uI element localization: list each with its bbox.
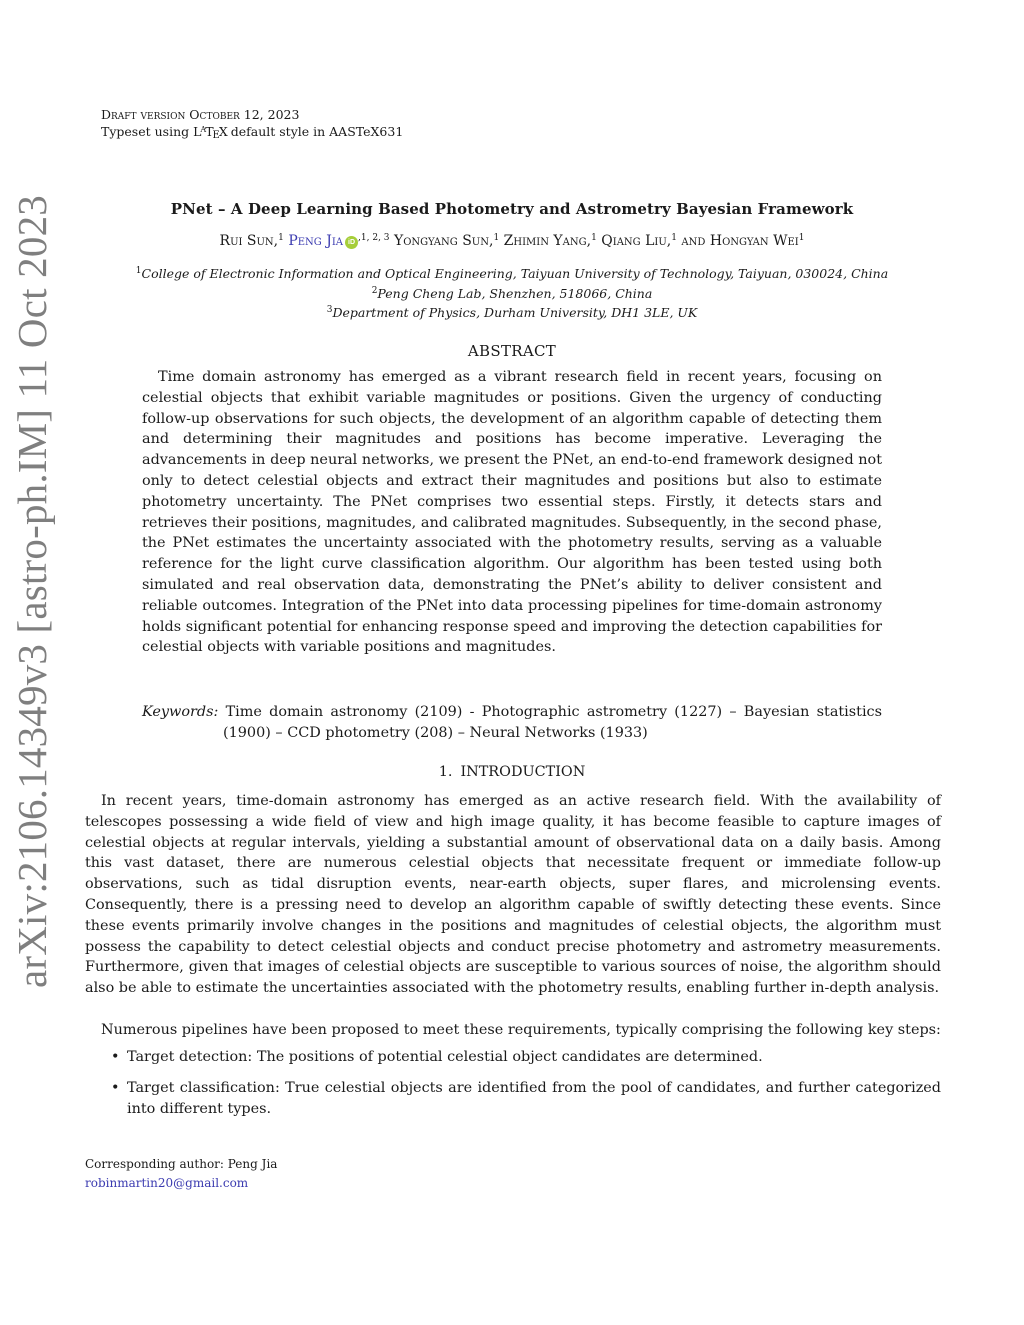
list-item: • Target classification: True celestial objects are identified from the pool of candidates, and further categorized into different types. [111,1079,941,1117]
author-yongyang-sun: Yongyang Sun,$^1$ [393,233,500,249]
author-hongyan-wei: and Hongyan Wei$^1$ [681,233,805,249]
author-peng-jia[interactable]: Peng Jia iD $^{,1, 2, 3}$ [288,233,390,249]
bullet-icon: • [111,1079,120,1096]
keywords-label: Keywords: [142,704,219,720]
author-link-peng-jia[interactable]: Peng Jia [288,233,344,249]
list-item: • Target detection: The positions of potential celestial object candidates are determined. [85,1047,941,1068]
author-list [0,233,1024,249]
affiliation-2: $^2$Peng Cheng Lab, Shenzhen, 518066, China [371,285,653,301]
intro-bullet-list [85,1047,941,1129]
intro-paragraph-2: Numerous pipelines have been proposed to meet these requirements, typically comprising the following key steps: [101,1022,941,1038]
latex-logo: $L^AT_EX$ [193,124,227,141]
email-link[interactable]: robinmartin20@gmail.com [85,1176,249,1190]
keywords-text: Time domain astronomy (2109) - Photographic astrometry (1227) – Bayesian statistics (1900) – CCD photometry (208) – Neural Networks (1933) [223,704,882,741]
affiliations [0,264,1024,323]
section-title: INTRODUCTION [460,764,586,780]
typeset-suffix: default style in AASTeX631 [226,124,404,139]
draft-header [101,107,403,140]
section-number: 1. [438,764,453,780]
abstract-heading: ABSTRACT [467,342,557,360]
author-zhimin-yang: Zhimin Yang,$^1$ [503,233,597,249]
corresponding-author: Corresponding author: Peng Jia [85,1157,278,1171]
footnote [85,1155,277,1193]
keywords [142,702,882,744]
author-qiang-liu: Qiang Liu,$^1$ [601,233,677,249]
affiliation-1: $^1$College of Electronic Information and Optical Engineering, Taiyuan University of Technology, Taiyuan, 030024, China [135,266,889,281]
bullet-icon: • [111,1049,120,1065]
typeset-line [101,124,403,140]
orcid-icon[interactable]: iD [345,236,358,249]
paper-title: PNet – A Deep Learning Based Photometry and Astrometry Bayesian Framework [170,200,854,218]
typeset-prefix: Typeset using [101,124,194,139]
arxiv-stamp: arXiv:2106.14349v3 [astro-ph.IM] 11 Oct 2023 [9,195,55,988]
section-heading-introduction [0,764,1024,780]
intro-paragraph-1: In recent years, time-domain astronomy has emerged as an active research field. With the availability of telescopes possessing a wide field of view and high image quality, it has become feasible to capture images of celestial objects at regular intervals, yielding a substantial amount of observational data on a daily basis. Among this vast dataset, there are numerous celestial objects that necessitate frequent or immediate follow-up observations, such as tidal disruption events, near-earth objects, super flares, and microlensing events. Consequently, there is a pressing need to develop an algorithm capable of swiftly detecting these events. Since these events primarily involve changes in the positions and magnitudes of celestial objects, the algorithm must possess the capability to detect celestial objects and conduct precise photometry and astrometry measurements. Furthermore, given that images of celestial objects are susceptible to various sources of noise, the algorithm should also be able to estimate the uncertainties associated with the photometry results, enabling further in-depth analysis. [85,793,941,997]
abstract-text: Time domain astronomy has emerged as a vibrant research field in recent years, focusing on celestial objects that exhibit variable magnitudes or positions. Given the urgency of conducting follow-up observations for such objects, the development of an algorithm capable of detecting them and determining their magnitudes and positions has become imperative. Leveraging the advancements in deep neural networks, we present the PNet, an end-to-end framework designed not only to detect celestial objects and extract their magnitudes and positions but also to estimate photometry uncertainty. The PNet comprises two essential steps. Firstly, it detects stars and retrieves their positions, magnitudes, and calibrated magnitudes. Subsequently, in the second phase, the PNet estimates the uncertainty associated with the photometry results, serving as a valuable reference for the light curve classification algorithm. Our algorithm has been tested using both simulated and real observation data, demonstrating the PNet’s ability to deliver consistent and reliable outcomes. Integration of the PNet into data processing pipelines for time-domain astronomy holds significant potential for enhancing response speed and improving the detection capabilities for celestial objects with variable positions and magnitudes. [142,369,882,656]
affiliation-3: $^3$Department of Physics, Durham University, DH1 3LE, UK [326,305,698,320]
draft-version: Draft version October 12, 2023 [101,107,300,122]
author-rui-sun: Rui Sun,$^1$ [219,233,284,249]
